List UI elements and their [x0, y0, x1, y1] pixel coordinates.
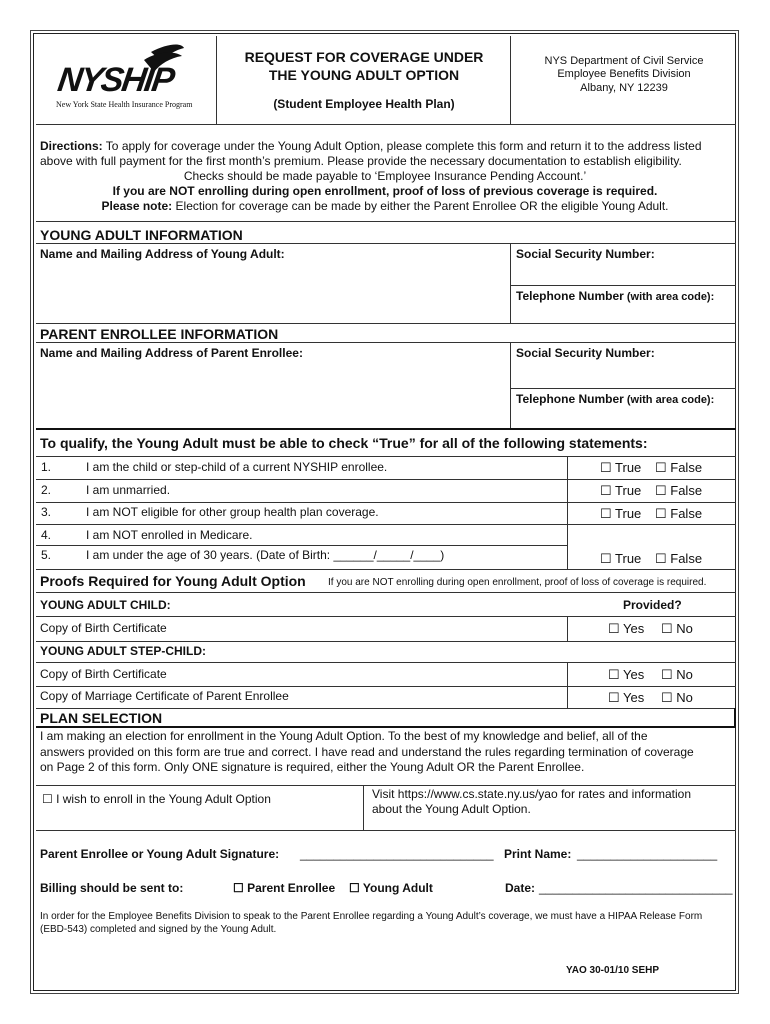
rule-young-adult — [36, 221, 736, 222]
directions-line4: If you are NOT enrolling during open enrollment, proof of loss of previous coverage is required. — [112, 184, 658, 198]
header-bottom-rule — [36, 124, 736, 125]
qualify-bottom-rule — [36, 569, 736, 570]
parent-ssn-label: Social Security Number: — [516, 346, 655, 360]
billing-parent-checkbox[interactable]: ☐ Parent Enrollee — [233, 881, 336, 895]
stepchild-divider — [567, 662, 568, 708]
young-adult-name-field[interactable] — [40, 262, 506, 320]
billing-young-checkbox[interactable]: ☐ Young Adult — [349, 881, 433, 895]
young-adult-name-label: Name and Mailing Address of Young Adult: — [40, 247, 285, 261]
directions-block — [40, 139, 730, 214]
child-heading: YOUNG ADULT CHILD: — [40, 598, 171, 612]
child-divider — [567, 616, 568, 641]
header-divider-left — [216, 36, 217, 124]
qualify-row-rule-1 — [36, 479, 736, 480]
visit-line1: Visit https://www.cs.state.ny.us/yao for rates and information — [372, 787, 692, 801]
step-birth-yes[interactable]: ☐ Yes — [608, 667, 645, 682]
rule-stepchild-sub — [36, 662, 736, 663]
parent-phone-label — [516, 392, 714, 407]
form-subtitle: (Student Employee Health Plan) — [273, 97, 455, 111]
qualify-text-4: I am NOT enrolled in Medicare. — [86, 528, 253, 542]
date-label: Date: — [505, 881, 536, 895]
date-line[interactable]: _____________________________ — [539, 881, 733, 895]
parent-heading: PARENT ENROLLEE INFORMATION — [40, 326, 279, 342]
qualify-text-5: I am under the age of 30 years. (Date of Birth: ______/_____/____) — [86, 548, 445, 562]
directions-line2: above with full payment for the first month’s premium. Please provide the necessary documentation to establish eligibility. — [40, 154, 682, 168]
rule-parent-sub — [36, 342, 736, 343]
step-marriage-no[interactable]: ☐ No — [661, 690, 693, 705]
young-adult-divider — [510, 243, 511, 323]
young-adult-phone-text: Telephone Number — [516, 289, 624, 303]
qualify-num-4: 4. — [41, 528, 52, 542]
parent-phone-suffix: (with area code): — [623, 394, 715, 406]
young-adult-ssn-rule — [510, 285, 736, 286]
qualify-true-3[interactable]: ☐ True — [600, 506, 642, 521]
qualify-false-3[interactable]: ☐ False — [655, 506, 703, 521]
provided-heading: Provided? — [623, 598, 682, 612]
proofs-note: If you are NOT enrolling during open enrollment, proof of loss of coverage is required. — [328, 577, 707, 588]
parent-ssn-rule — [510, 388, 736, 389]
signature-label: Parent Enrollee or Young Adult Signature: — [40, 847, 280, 861]
qualify-text-2: I am unmarried. — [86, 483, 171, 497]
header-divider-right — [510, 36, 511, 124]
rule-qualify — [36, 428, 736, 430]
qualify-text-1: I am the child or step-child of a current NYSHIP enrollee. — [86, 460, 388, 474]
rule-enroll — [36, 785, 736, 786]
qualify-check-divider — [567, 456, 568, 569]
qualify-false-1[interactable]: ☐ False — [655, 460, 703, 475]
rule-signature — [36, 830, 736, 831]
qualify-num-3: 3. — [41, 505, 52, 519]
parent-name-field[interactable] — [40, 361, 506, 425]
logo-text: NYSHIP — [55, 61, 176, 99]
qualify-true-1[interactable]: ☐ True — [600, 460, 642, 475]
note-text: Election for coverage can be made by either the Parent Enrollee OR the eligible Young Adult. — [172, 199, 669, 213]
rule-qualify-top — [36, 456, 736, 457]
rule-step-row — [36, 686, 736, 687]
qualify-true-2[interactable]: ☐ True — [600, 483, 642, 498]
child-birth-no[interactable]: ☐ No — [661, 621, 693, 636]
print-name-line[interactable]: _____________________ — [577, 847, 718, 861]
qualify-false-5[interactable]: ☐ False — [655, 551, 703, 566]
directions-label: Directions: — [40, 139, 103, 153]
directions-line3: Checks should be made payable to ‘Employee Insurance Pending Account.’ — [183, 169, 587, 183]
directions-line1: To apply for coverage under the Young Adult Option, please complete this form and return it to the address listed — [102, 139, 702, 153]
qualify-num-5: 5. — [41, 548, 52, 562]
nyship-logo — [56, 42, 206, 114]
qualify-num-2: 2. — [41, 483, 52, 497]
child-birth-yes[interactable]: ☐ Yes — [608, 621, 645, 636]
plan-line3: on Page 2 of this form. Only ONE signature is required, either the Young Adult OR the Parent Enrollee. — [40, 760, 585, 774]
signature-line[interactable]: _____________________________ — [300, 847, 494, 861]
org-line2: Employee Benefits Division — [557, 68, 691, 80]
qualify-row-rule-4 — [36, 545, 567, 546]
parent-ssn-field[interactable] — [514, 361, 734, 387]
step-marriage-cert: Copy of Marriage Certificate of Parent Enrollee — [40, 689, 289, 703]
parent-phone-field[interactable] — [514, 407, 734, 425]
hipaa-line1: In order for the Employee Benefits Division to speak to the Parent Enrollee regarding a Young Adult’s coverage, we must have a HIPAA Release Form — [40, 911, 703, 922]
step-birth-cert: Copy of Birth Certificate — [40, 667, 167, 681]
parent-name-label: Name and Mailing Address of Parent Enrollee: — [40, 346, 303, 360]
note-label: Please note: — [101, 199, 173, 213]
org-line3: Albany, NY 12239 — [580, 82, 668, 94]
rule-young-adult-sub — [36, 243, 736, 244]
rule-parent — [36, 323, 736, 324]
print-name-label: Print Name: — [504, 847, 572, 861]
proofs-heading: Proofs Required for Young Adult Option — [40, 573, 306, 589]
qualify-false-2[interactable]: ☐ False — [655, 483, 703, 498]
rule-proofs — [36, 592, 736, 593]
enroll-divider — [363, 785, 364, 830]
young-adult-phone-field[interactable] — [514, 304, 734, 322]
young-adult-ssn-field[interactable] — [514, 262, 734, 284]
hipaa-line2: (EBD-543) completed and signed by the Young Adult. — [40, 924, 277, 935]
parent-divider — [510, 342, 511, 428]
qualify-text-3: I am NOT eligible for other group health plan coverage. — [86, 505, 379, 519]
step-birth-no[interactable]: ☐ No — [661, 667, 693, 682]
step-marriage-yes[interactable]: ☐ Yes — [608, 690, 645, 705]
young-adult-ssn-label: Social Security Number: — [516, 247, 655, 261]
stepchild-heading: YOUNG ADULT STEP-CHILD: — [40, 644, 206, 658]
qualify-heading: To qualify, the Young Adult must be able to check “True” for all of the following statements: — [40, 435, 648, 451]
enroll-checkbox[interactable]: ☐ I wish to enroll in the Young Adult Option — [42, 792, 271, 806]
rule-child — [36, 616, 736, 617]
rule-stepchild — [36, 641, 736, 642]
org-line1: NYS Department of Civil Service — [544, 55, 704, 67]
form-title-line1: REQUEST FOR COVERAGE UNDER — [244, 49, 484, 65]
form-title-line2: THE YOUNG ADULT OPTION — [268, 67, 460, 83]
child-birth-cert: Copy of Birth Certificate — [40, 621, 167, 635]
qualify-row-rule-2 — [36, 502, 736, 503]
parent-phone-text: Telephone Number — [516, 392, 624, 406]
plan-line2: answers provided on this form are true and correct. I have read and understand the rules regarding termination of coverage — [40, 745, 694, 759]
young-adult-heading: YOUNG ADULT INFORMATION — [40, 227, 243, 243]
qualify-true-5[interactable]: ☐ True — [600, 551, 642, 566]
qualify-row-rule-3 — [36, 524, 736, 525]
billing-label: Billing should be sent to: — [40, 881, 184, 895]
visit-line2: about the Young Adult Option. — [372, 802, 531, 816]
form-code: YAO 30-01/10 SEHP — [566, 965, 660, 976]
qualify-num-1: 1. — [41, 460, 52, 474]
logo-subtitle: New York State Health Insurance Program — [56, 100, 193, 109]
young-adult-phone-suffix: (with area code): — [623, 291, 715, 303]
plan-heading: PLAN SELECTION — [40, 710, 163, 726]
plan-line1: I am making an election for enrollment in the Young Adult Option. To the best of my knowledge and belief, all of the — [40, 729, 648, 743]
young-adult-phone-label — [516, 289, 714, 304]
